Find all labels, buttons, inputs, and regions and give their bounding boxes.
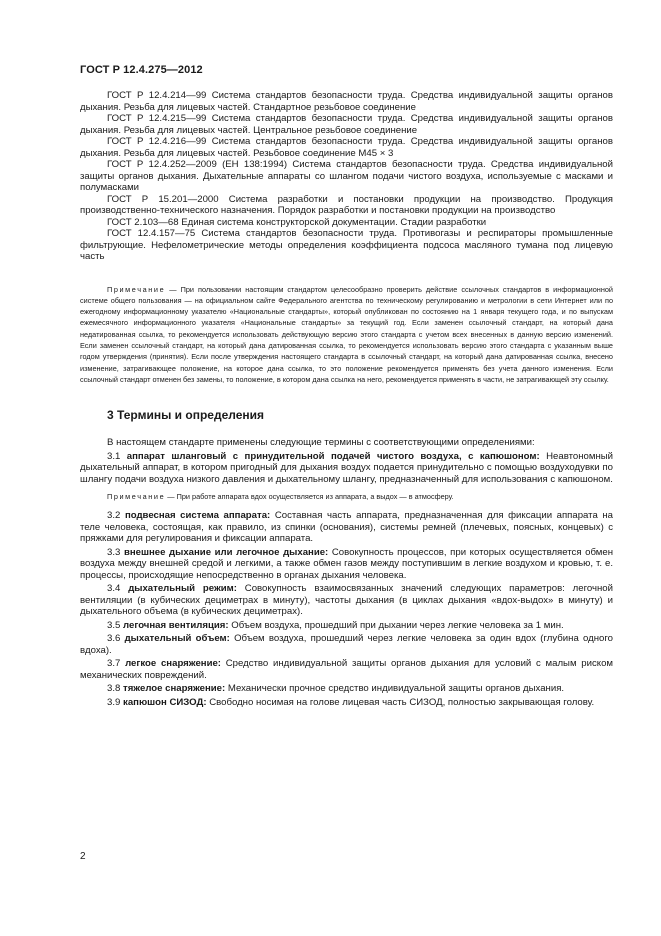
- reference-item: ГОСТ Р 12.4.214—99 Система стандартов безопасности труда. Средства индивидуальной защиты органов дыхания. Резьба для лицевых частей. Стандартное резьбовое соединение: [80, 90, 613, 113]
- term-text: Механически прочное средство индивидуальной защиты органов дыхания.: [225, 683, 565, 695]
- reference-item: ГОСТ Р 15.201—2000 Система разработки и постановки продукции на производство. Продукция производственно-технического назначения. Порядок разработки и постановки продукции на производство: [80, 193, 613, 216]
- reference-item: ГОСТ Р 12.4.216—99 Система стандартов безопасности труда. Средства индивидуальной защиты органов дыхания. Резьба для лицевых частей. Резьбовое соединение М45 × 3: [80, 136, 613, 159]
- term-number: 3.7: [107, 658, 121, 670]
- document-header: ГОСТ Р 12.4.275—2012: [80, 64, 203, 76]
- section-heading: 3 Термины и определения: [107, 408, 265, 423]
- references-note: [80, 284, 613, 386]
- term-text: Объем воздуха, прошедший через легкие человека за один вдох (глубина одного вдоха).: [80, 633, 613, 656]
- page-number: 2: [80, 851, 86, 862]
- term-definition: [80, 583, 613, 618]
- term-definition: [80, 547, 613, 582]
- term-definition: [80, 697, 613, 709]
- references-list: [80, 90, 613, 263]
- term-definition: [80, 451, 613, 486]
- term-definition: [80, 683, 613, 695]
- term-definition: [80, 633, 613, 656]
- term-name: тяжелое снаряжение:: [123, 683, 226, 695]
- term-name: легочная вентиляция:: [123, 619, 229, 631]
- page-content: [80, 90, 613, 708]
- term-number: 3.1: [107, 450, 121, 462]
- term-text: Объем воздуха, прошедший при дыхании через легкие человека за 1 мин.: [228, 619, 564, 631]
- term-definition: [80, 658, 613, 681]
- term-name: дыхательный объем:: [124, 633, 230, 645]
- reference-item: ГОСТ Р 12.4.252—2009 (ЕН 138:1994) Система стандартов безопасности труда. Средства индивидуальной защиты органов дыхания. Дыхательные аппараты со шлангом подачи чистого воздуха, используемые с масками и полумасками: [80, 159, 613, 193]
- term-text: Свободно носимая на голове лицевая часть СИЗОД, полностью закрывающая голову.: [206, 696, 595, 708]
- term-number: 3.4: [107, 583, 121, 595]
- term-name: легкое снаряжение:: [125, 658, 222, 670]
- term-number: 3.2: [107, 510, 121, 522]
- term-name: подвесная система аппарата:: [124, 510, 271, 522]
- reference-item: ГОСТ 2.103—68 Единая система конструкторской документации. Стадии разработки: [107, 216, 487, 228]
- note-text: — При пользовании настоящим стандартом целесообразно проверить действие ссылочных стандартов в информационной системе общего пользования — на официальном сайте Федерального агентства по техническому регулированию и метрологии в сети Интернет или по ежегодному информационному указателю «Национальные стандарты», который опубликован по состоянию на 1 января текущего года, и по выпускам ежемесячного информационного указателя «Национальные стандарты» за текущий год. Если заменен ссылочный стандарт, на который дана недатированная ссылка, то рекомендуется использовать действующую версию этого стандарта с учетом всех внесенных в данную версию изменений. Если заменен ссылочный стандарт, на который дана датированная ссылка, то рекомендуется использовать версию этого стандарта с указанным выше годом утверждения (принятия). Если после утверждения настоящего стандарта в ссылочный стандарт, на который дана датированная ссылка, внесено изменение, затрагивающее положение, на которое дана ссылка, то это положение рекомендуется применять без учета данного изменения. Если ссылочный стандарт отменен без замены, то положение, в котором дана ссылка на него, рекомендуется применять в части, не затрагивающей эту ссылку.: [80, 284, 613, 384]
- term-text: Неавтономный дыхательный аппарат, в котором пригодный для дыхания воздух подается принудительно с помощью воздуходувки по шлангу подачи воздуха низкого давления и дыхательному шлангу, предназначенный для использования с капюшоном.: [80, 450, 614, 485]
- term-name: аппарат шланговый с принудительной подачей чистого воздуха, с капюшоном:: [126, 450, 540, 462]
- term-number: 3.9: [107, 696, 121, 708]
- term-number: 3.3: [107, 546, 121, 558]
- term-text: Совокупность процессов, при которых осуществляется обмен воздуха между внешней средой и легкими, а также обмен газов между поступившим в легкие воздухом и кровью, т. е. процессы, происходящие непосредственно в органах дыхания человека.: [80, 546, 613, 581]
- note-text: — При работе аппарата вдох осуществляется из аппарата, а выдох — в атмосферу.: [165, 492, 454, 502]
- term-number: 3.8: [107, 683, 121, 695]
- term-number: 3.6: [107, 633, 121, 645]
- term-note: [80, 491, 613, 502]
- term-definition: [80, 510, 613, 545]
- term-name: дыхательный режим:: [128, 583, 237, 595]
- term-name: капюшон СИЗОД:: [123, 696, 207, 708]
- term-number: 3.5: [107, 619, 121, 631]
- term-text: Средство индивидуальной защиты органов дыхания для условий с малым риском механических повреждений.: [80, 658, 614, 681]
- term-text: Совокупность взаимосвязанных значений следующих параметров: легочной вентиляции (в кубических дециметрах в минуту), частоты дыхания (в циклах дыхания «вдох-выдох» в минуту) и дыхательного объема (в кубических дециметрах).: [80, 583, 614, 618]
- note-label: Примечание: [107, 284, 166, 294]
- section-intro: В настоящем стандарте применены следующие термины с соответствующими определениями:: [107, 437, 535, 449]
- term-name: внешнее дыхание или легочное дыхание:: [123, 546, 329, 558]
- note-label: Примечание: [107, 492, 166, 502]
- reference-item: ГОСТ 12.4.157—75 Система стандартов безопасности труда. Противогазы и респираторы промышленные фильтрующие. Нефелометрические методы определения коэффициента подсоса масляного тумана под лицевую часть: [80, 228, 613, 262]
- reference-item: ГОСТ Р 12.4.215—99 Система стандартов безопасности труда. Средства индивидуальной защиты органов дыхания. Резьба для лицевых частей. Центральное резьбовое соединение: [80, 113, 613, 136]
- term-definition: [80, 620, 613, 632]
- term-text: Составная часть аппарата, предназначенная для фиксации аппарата на теле человека, состоящая, как правило, из спинки (основания), системы ремней (плечевых, поясных, концевых) с пряжками для регулирования и фиксации аппарата.: [80, 510, 613, 545]
